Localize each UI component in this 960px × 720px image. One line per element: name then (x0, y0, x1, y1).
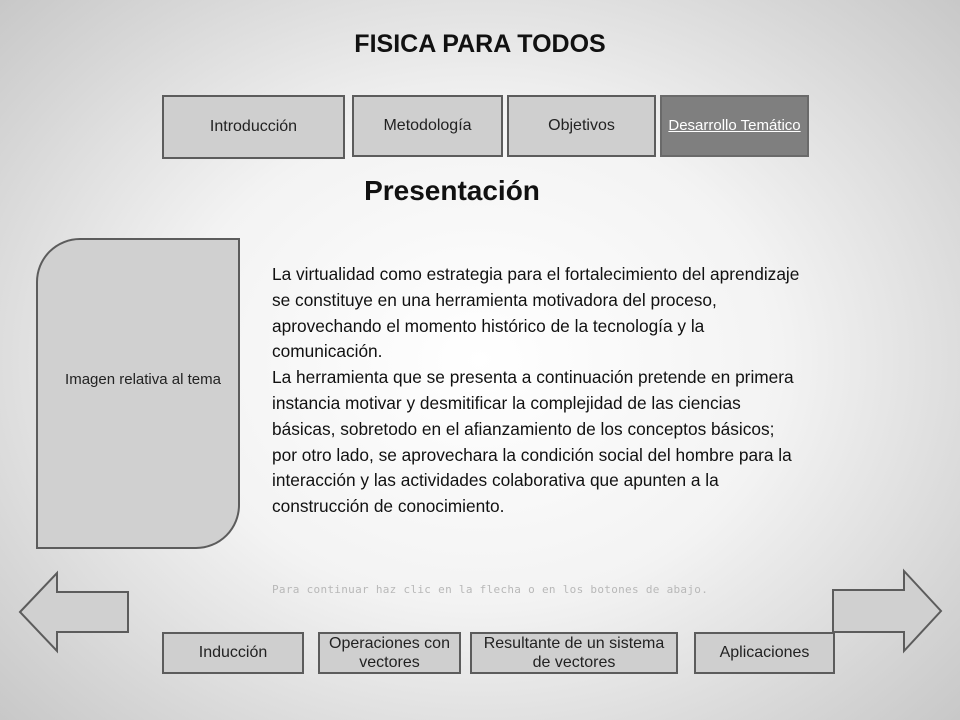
nav-introduccion-button[interactable]: Introducción (162, 95, 345, 159)
nav-operaciones-vectores-button[interactable]: Operaciones con vectores (318, 632, 461, 674)
nav-resultante-sistema-button[interactable]: Resultante de un sistema de vectores (470, 632, 678, 674)
nav-desarrollo-tematico-button[interactable]: Desarrollo Temático (660, 95, 809, 157)
body-paragraph: La herramienta que se presenta a continuación pretende en primera instancia motivar y desmitificar la complejidad de las ciencias básicas, sobretodo en el afianzamiento de los conceptos básicos; por otro lado, se aprovechara la condición social del hombre para la interacción y las actividades colaborativa que apunten a la construcción de conocimiento. (272, 367, 794, 517)
nav-objetivos-button[interactable]: Objetivos (507, 95, 656, 157)
section-heading: Presentación (364, 175, 540, 206)
nav-induccion-button[interactable]: Inducción (162, 632, 304, 674)
arrow-left-icon[interactable] (17, 570, 131, 654)
nav-metodologia-button[interactable]: Metodología (352, 95, 503, 157)
body-text (272, 262, 802, 520)
image-placeholder-label: Imagen relativa al tema (65, 371, 221, 388)
slide-title: FISICA PARA TODOS (354, 30, 606, 58)
body-paragraph: La virtualidad como estrategia para el fortalecimiento del aprendizaje se constituye en una herramienta motivadora del proceso, aprovechando el momento histórico de la tecnología y la comunicación. (272, 264, 800, 362)
image-placeholder (36, 238, 240, 549)
continue-note: Para continuar haz clic en la flecha o en los botones de abajo. (272, 583, 709, 596)
nav-aplicaciones-button[interactable]: Aplicaciones (694, 632, 835, 674)
arrow-right-icon[interactable] (830, 568, 944, 654)
